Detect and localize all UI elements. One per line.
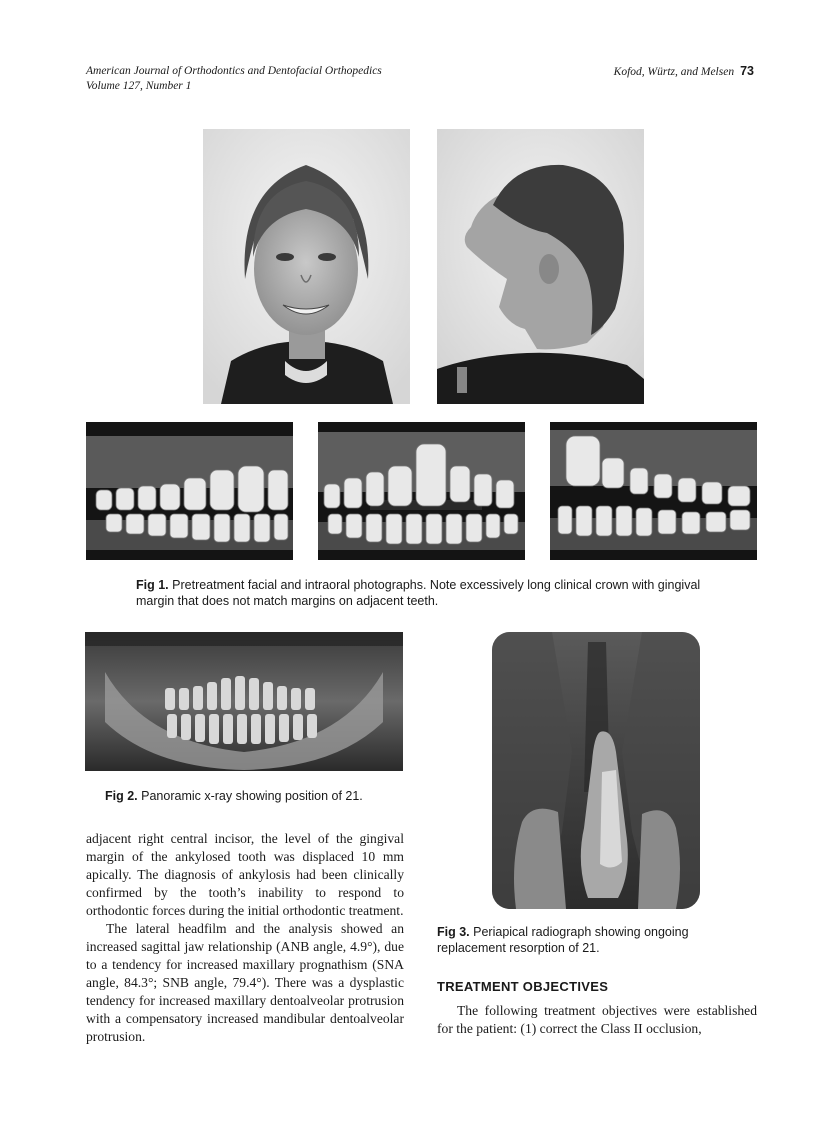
authors: Kofod, Würtz, and Melsen <box>613 66 735 78</box>
right-column-text <box>437 1002 757 1038</box>
fig2-label: Fig 2. <box>105 789 138 803</box>
fig1-label: Fig 1. <box>136 578 169 592</box>
running-header-left <box>86 64 382 94</box>
fig3-label: Fig 3. <box>437 925 470 939</box>
journal-title: American Journal of Orthodontics and Dentofacial Orthopedics <box>86 65 382 77</box>
fig3-caption <box>437 924 757 956</box>
periapical-radiograph-image <box>492 632 700 909</box>
intraoral-right-photo <box>86 422 293 560</box>
fig1-caption-text: Pretreatment facial and intraoral photographs. Note excessively long clinical crown with gingival margin that does not match margins on adjacent teeth. <box>136 578 701 608</box>
page-number: 73 <box>740 64 754 78</box>
right-paragraph-1: The following treatment objectives were established for the patient: (1) correct the Class II occlusion, <box>437 1003 757 1036</box>
section-heading-treatment-objectives: TREATMENT OBJECTIVES <box>437 979 609 994</box>
fig1-caption <box>136 577 716 609</box>
intraoral-frontal-photo <box>318 422 525 560</box>
journal-volume: Volume 127, Number 1 <box>86 80 192 92</box>
profile-face-photo <box>437 129 644 404</box>
intraoral-left-photo <box>550 422 757 560</box>
panoramic-xray-image <box>85 632 403 771</box>
frontal-face-photo <box>203 129 410 404</box>
left-paragraph-1: adjacent right central incisor, the level of the gingival margin of the ankylosed tooth was displaced 10 mm apically. The diagnosis of ankylosis had been clinically confirmed by the tooth’s inability to respond to orthodontic forces during the initial orthodontic treatment. <box>86 831 404 918</box>
fig2-caption <box>105 788 405 804</box>
running-header-right <box>614 64 754 80</box>
left-column-text <box>86 830 404 1046</box>
fig2-caption-text: Panoramic x-ray showing position of 21. <box>141 789 363 803</box>
fig3-caption-text: Periapical radiograph showing ongoing replacement resorption of 21. <box>437 925 689 955</box>
left-paragraph-2: The lateral headfilm and the analysis showed an increased sagittal jaw relationship (ANB angle, 4.9°), due to a tendency for increased maxillary prognathism (SNA angle, 84.3°; SNB angle, 79.4°). There was a dysplastic tendency for increased maxillary dentoalveolar protrusion with a compensatory increased mandibular dentoalveolar protrusion. <box>86 921 404 1044</box>
